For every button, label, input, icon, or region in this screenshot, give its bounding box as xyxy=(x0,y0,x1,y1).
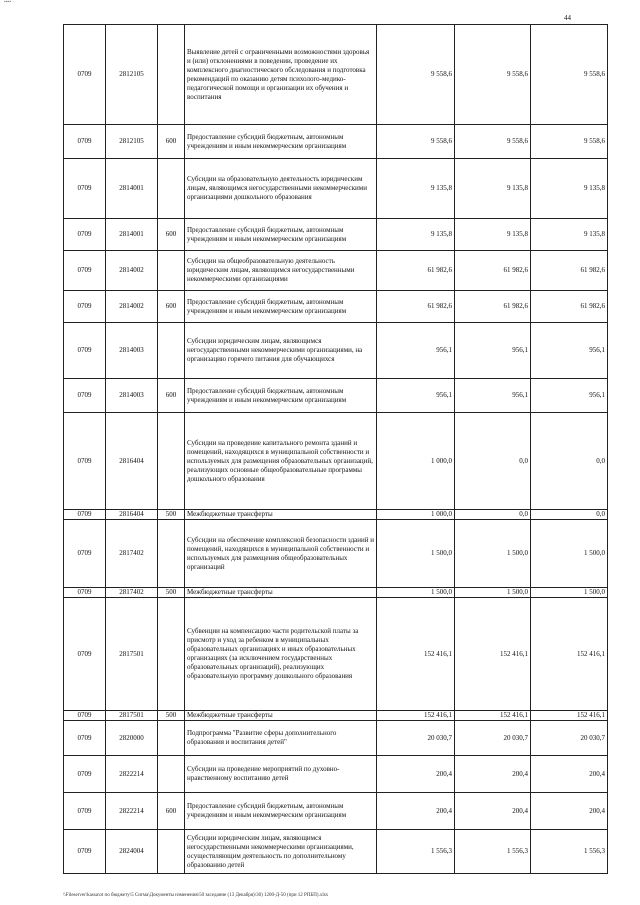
item-description: Межбюджетные трансферты xyxy=(185,510,377,520)
expense-type-code xyxy=(158,756,185,793)
amount-year-3: 956,1 xyxy=(531,379,608,413)
item-description: Предоставление субсидий бюджетным, автономным учреждениям и иным некоммерческим организациям xyxy=(185,379,377,413)
footer-file-path: \\Fileserver\kassa\ot по бюджету\5 Сигма\Документы изменения\50 заседание (13 Декабря)\30) 1200-Д-50 (при 12 РПБП).xlsx xyxy=(63,893,329,898)
expense-type-code xyxy=(158,323,185,379)
target-code: 2817501 xyxy=(106,598,158,711)
amount-year-1: 1 000,0 xyxy=(377,510,455,520)
table-row xyxy=(64,219,608,251)
amount-year-2: 9 558,6 xyxy=(455,25,531,125)
amount-year-2: 0,0 xyxy=(455,413,531,510)
item-description: Предоставление субсидий бюджетным, автономным учреждениям и иным некоммерческим организациям xyxy=(185,219,377,251)
item-description: Подпрограмма "Развитие сферы дополнительного образования и воспитания детей" xyxy=(185,721,377,756)
section-code: 0709 xyxy=(64,251,106,291)
section-code: 0709 xyxy=(64,219,106,251)
target-code: 2814001 xyxy=(106,219,158,251)
target-code: 2820000 xyxy=(106,721,158,756)
amount-year-3: 200,4 xyxy=(531,793,608,830)
item-description: Субвенции на компенсацию части родительской платы за присмотр и уход за ребенком в муниципальных образовательных организациях и иных образовательных организациях (за исключением государственных образовательных организаций), реализующих образовательную программу дошкольного образования xyxy=(185,598,377,711)
amount-year-2: 9 135,8 xyxy=(455,159,531,219)
table-row xyxy=(64,756,608,793)
table-row xyxy=(64,323,608,379)
amount-year-3: 9 135,8 xyxy=(531,219,608,251)
table-row xyxy=(64,413,608,510)
item-description: Субсидии юридическим лицам, являющимся негосударственными некоммерческими организациями, на организацию горячего питания для обучающихся xyxy=(185,323,377,379)
amount-year-3: 0,0 xyxy=(531,413,608,510)
amount-year-2: 1 556,3 xyxy=(455,830,531,874)
section-code: 0709 xyxy=(64,756,106,793)
section-code: 0709 xyxy=(64,598,106,711)
section-code: 0709 xyxy=(64,711,106,721)
amount-year-1: 956,1 xyxy=(377,379,455,413)
expense-type-code xyxy=(158,520,185,588)
target-code: 2814003 xyxy=(106,323,158,379)
target-code: 2822214 xyxy=(106,756,158,793)
amount-year-1: 9 558,6 xyxy=(377,125,455,159)
amount-year-3: 20 030,7 xyxy=(531,721,608,756)
expense-type-code xyxy=(158,251,185,291)
amount-year-1: 200,4 xyxy=(377,756,455,793)
amount-year-1: 200,4 xyxy=(377,793,455,830)
amount-year-1: 152 416,1 xyxy=(377,711,455,721)
section-code: 0709 xyxy=(64,379,106,413)
item-description: Предоставление субсидий бюджетным, автономным учреждениям и иным некоммерческим организациям xyxy=(185,793,377,830)
expense-type-code: 500 xyxy=(158,510,185,520)
amount-year-3: 956,1 xyxy=(531,323,608,379)
expense-type-code: 600 xyxy=(158,219,185,251)
table-row xyxy=(64,159,608,219)
target-code: 2814002 xyxy=(106,291,158,323)
amount-year-2: 200,4 xyxy=(455,756,531,793)
table-row xyxy=(64,721,608,756)
section-code: 0709 xyxy=(64,830,106,874)
amount-year-2: 9 135,8 xyxy=(455,219,531,251)
table-row xyxy=(64,125,608,159)
table-row xyxy=(64,598,608,711)
item-description: Субсидии на образовательную деятельность юридическим лицам, являющимся негосударственными некоммерческими организациями дошкольного образования xyxy=(185,159,377,219)
section-code: 0709 xyxy=(64,25,106,125)
amount-year-3: 9 558,6 xyxy=(531,125,608,159)
amount-year-1: 956,1 xyxy=(377,323,455,379)
expense-type-code xyxy=(158,598,185,711)
expense-type-code: 600 xyxy=(158,291,185,323)
section-code: 0709 xyxy=(64,520,106,588)
expense-type-code: 500 xyxy=(158,588,185,598)
amount-year-3: 1 500,0 xyxy=(531,588,608,598)
item-description: Предоставление субсидий бюджетным, автономным учреждениям и иным некоммерческим организациям xyxy=(185,125,377,159)
amount-year-2: 1 500,0 xyxy=(455,520,531,588)
item-description: Предоставление субсидий бюджетным, автономным учреждениям и иным некоммерческим организациям xyxy=(185,291,377,323)
table-row xyxy=(64,291,608,323)
item-description: Субсидии на проведение капитального ремонта зданий и помещений, находящихся в муниципальной собственности и используемых для размещения образовательных организаций, реализующих основные общеобразовательные программы дошкольного образования xyxy=(185,413,377,510)
section-code: 0709 xyxy=(64,721,106,756)
amount-year-2: 9 558,6 xyxy=(455,125,531,159)
expense-type-code xyxy=(158,25,185,125)
expense-type-code xyxy=(158,159,185,219)
item-description: Межбюджетные трансферты xyxy=(185,588,377,598)
section-code: 0709 xyxy=(64,323,106,379)
target-code: 2816404 xyxy=(106,510,158,520)
amount-year-3: 9 135,8 xyxy=(531,159,608,219)
amount-year-3: 1 500,0 xyxy=(531,520,608,588)
amount-year-1: 61 982,6 xyxy=(377,291,455,323)
expense-type-code: 500 xyxy=(158,711,185,721)
amount-year-2: 61 982,6 xyxy=(455,251,531,291)
target-code: 2812105 xyxy=(106,125,158,159)
section-code: 0709 xyxy=(64,413,106,510)
section-code: 0709 xyxy=(64,159,106,219)
expense-type-code xyxy=(158,721,185,756)
corner-mark: ▪▪▪▪ · xyxy=(4,0,15,5)
table-row xyxy=(64,379,608,413)
amount-year-2: 956,1 xyxy=(455,379,531,413)
target-code: 2816404 xyxy=(106,413,158,510)
amount-year-1: 9 558,6 xyxy=(377,25,455,125)
amount-year-3: 1 556,3 xyxy=(531,830,608,874)
table-row xyxy=(64,588,608,598)
target-code: 2824004 xyxy=(106,830,158,874)
amount-year-1: 1 000,0 xyxy=(377,413,455,510)
amount-year-2: 956,1 xyxy=(455,323,531,379)
target-code: 2822214 xyxy=(106,793,158,830)
budget-table xyxy=(63,24,608,874)
amount-year-1: 9 135,8 xyxy=(377,219,455,251)
amount-year-1: 20 030,7 xyxy=(377,721,455,756)
amount-year-2: 0,0 xyxy=(455,510,531,520)
expense-type-code xyxy=(158,413,185,510)
amount-year-2: 152 416,1 xyxy=(455,711,531,721)
expense-type-code xyxy=(158,830,185,874)
amount-year-2: 61 982,6 xyxy=(455,291,531,323)
target-code: 2814001 xyxy=(106,159,158,219)
item-description: Субсидии на общеобразовательную деятельность юридическим лицам, являющимся негосударственными некоммерческими организациями xyxy=(185,251,377,291)
amount-year-2: 20 030,7 xyxy=(455,721,531,756)
amount-year-3: 61 982,6 xyxy=(531,251,608,291)
table-row xyxy=(64,520,608,588)
amount-year-3: 9 558,6 xyxy=(531,25,608,125)
section-code: 0709 xyxy=(64,510,106,520)
item-description: Субсидии на проведение мероприятий по духовно-нравственному воспитанию детей xyxy=(185,756,377,793)
table-row xyxy=(64,25,608,125)
table-row xyxy=(64,830,608,874)
section-code: 0709 xyxy=(64,125,106,159)
target-code: 2817402 xyxy=(106,588,158,598)
table-row xyxy=(64,251,608,291)
table-row xyxy=(64,793,608,830)
table-row xyxy=(64,510,608,520)
item-description: Субсидии на обеспечение комплексной безопасности зданий и помещений, находящихся в муниципальной собственности и используемых для размещения общеобразовательных организаций xyxy=(185,520,377,588)
section-code: 0709 xyxy=(64,291,106,323)
amount-year-3: 152 416,1 xyxy=(531,598,608,711)
amount-year-2: 200,4 xyxy=(455,793,531,830)
target-code: 2817402 xyxy=(106,520,158,588)
amount-year-1: 1 500,0 xyxy=(377,588,455,598)
table-row xyxy=(64,711,608,721)
amount-year-1: 9 135,8 xyxy=(377,159,455,219)
amount-year-3: 61 982,6 xyxy=(531,291,608,323)
amount-year-3: 152 416,1 xyxy=(531,711,608,721)
section-code: 0709 xyxy=(64,588,106,598)
section-code: 0709 xyxy=(64,793,106,830)
item-description: Выявление детей с ограниченными возможностями здоровья и (или) отклонениями в поведении, проведение их комплексного диагностического обследования и подготовка рекомендаций по оказанию детям психолого-медико-педагогической помощи и организации их обучения и воспитания xyxy=(185,25,377,125)
amount-year-2: 1 500,0 xyxy=(455,588,531,598)
amount-year-3: 200,4 xyxy=(531,756,608,793)
target-code: 2817501 xyxy=(106,711,158,721)
amount-year-2: 152 416,1 xyxy=(455,598,531,711)
target-code: 2812105 xyxy=(106,25,158,125)
target-code: 2814003 xyxy=(106,379,158,413)
page-number: 44 xyxy=(564,14,571,22)
item-description: Субсидии юридическим лицам, являющимся негосударственными некоммерческими организациями, осуществляющим деятельность по дополнительному образованию детей xyxy=(185,830,377,874)
item-description: Межбюджетные трансферты xyxy=(185,711,377,721)
amount-year-1: 152 416,1 xyxy=(377,598,455,711)
budget-table-body xyxy=(64,25,608,874)
amount-year-3: 0,0 xyxy=(531,510,608,520)
target-code: 2814002 xyxy=(106,251,158,291)
expense-type-code: 600 xyxy=(158,379,185,413)
expense-type-code: 600 xyxy=(158,125,185,159)
amount-year-1: 1 556,3 xyxy=(377,830,455,874)
expense-type-code: 600 xyxy=(158,793,185,830)
amount-year-1: 1 500,0 xyxy=(377,520,455,588)
amount-year-1: 61 982,6 xyxy=(377,251,455,291)
